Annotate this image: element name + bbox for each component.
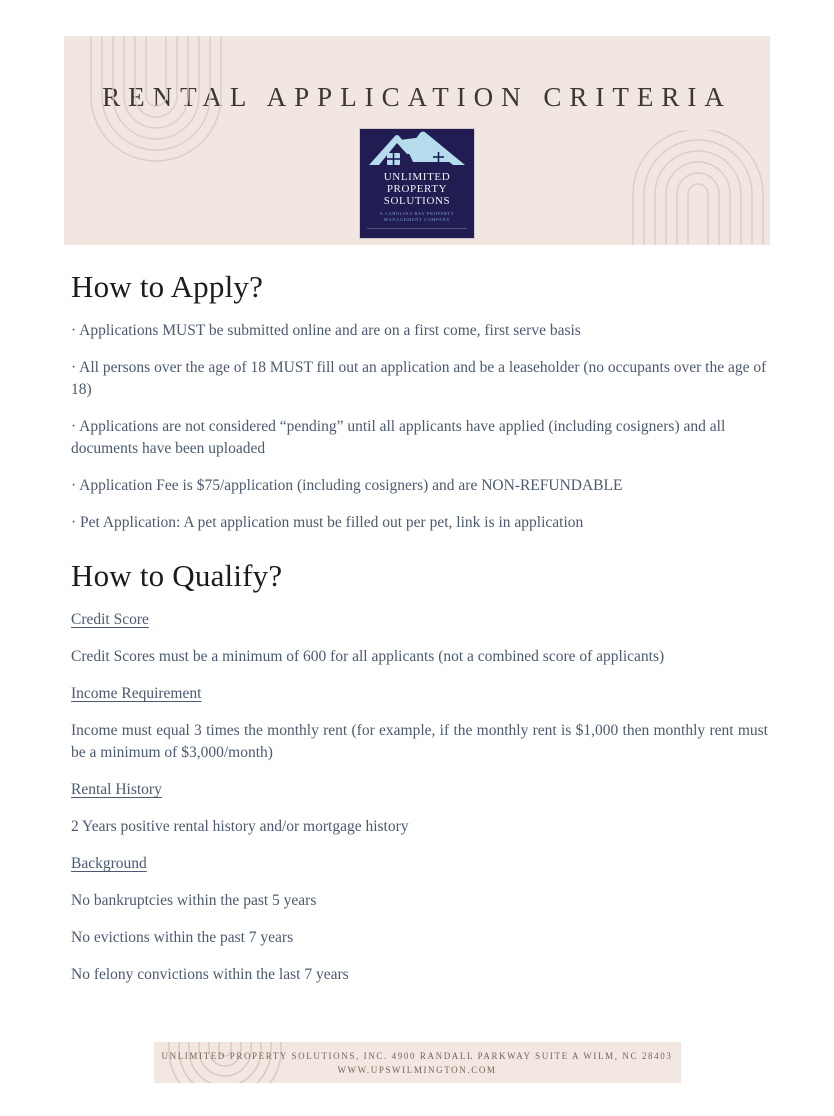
qualify-section-heading: How to Qualify? xyxy=(71,558,283,593)
apply-bullet: · Applications are not considered “pending” until all applicants have applied (including cosigners) and all documents have been uploaded xyxy=(71,418,726,457)
logo-name-line-1: UNLIMITED xyxy=(383,171,451,183)
footer-website-line: WWW.UPSWILMINGTON.COM xyxy=(337,1064,497,1075)
logo-tagline-line-2: MANAGEMENT COMPANY xyxy=(383,217,451,223)
apply-bullet: · Application Fee is $75/application (including cosigners) and are NON-REFUNDABLE xyxy=(71,477,623,494)
logo-name-line-3: SOLUTIONS xyxy=(383,195,451,208)
rental-history-label: Rental History xyxy=(71,781,162,798)
credit-score-text: Credit Scores must be a minimum of 600 for all applicants (not a combined score of applicants) xyxy=(71,648,665,665)
footer-address-line: UNLIMITED PROPERTY SOLUTIONS, INC. 4900 RANDALL PARKWAY SUITE A WILM, NC 28403 xyxy=(161,1051,673,1061)
background-item: No evictions within the past 7 years xyxy=(71,929,294,946)
logo-tagline-line-1: A CAROLINA BAY PROPERTY xyxy=(379,211,455,217)
logo-name-line-2: PROPERTY xyxy=(386,183,448,196)
background-item: No felony convictions within the last 7 years xyxy=(71,966,349,983)
apply-bullet-list xyxy=(71,320,768,534)
company-logo xyxy=(360,129,474,238)
income-requirement-label: Income Requirement xyxy=(71,685,202,702)
logo-divider xyxy=(367,228,467,229)
background-label: Background xyxy=(71,855,147,872)
house-logo-icon xyxy=(367,129,467,171)
apply-bullet: · Pet Application: A pet application must be filled out per pet, link is in application xyxy=(71,514,584,531)
qualify-blocks xyxy=(71,609,768,986)
apply-bullet: · All persons over the age of 18 MUST fill out an application and be a leaseholder (no occupants over the age of 18) xyxy=(71,359,767,398)
header-band xyxy=(64,36,770,245)
apply-bullet: · Applications MUST be submitted online and are on a first come, first serve basis xyxy=(71,322,581,339)
document-body xyxy=(71,269,768,986)
arc-decoration-bottom-right xyxy=(628,130,768,245)
rental-history-text: 2 Years positive rental history and/or mortgage history xyxy=(71,818,409,835)
background-item: No bankruptcies within the past 5 years xyxy=(71,892,317,909)
credit-score-label: Credit Score xyxy=(71,611,149,628)
footer-bar xyxy=(154,1042,681,1083)
apply-section-heading: How to Apply? xyxy=(71,269,264,304)
page-title: RENTAL APPLICATION CRITERIA xyxy=(102,82,732,112)
income-requirement-text: Income must equal 3 times the monthly rent (for example, if the monthly rent is $1,000 then monthly rent must be a minimum of $3,000/month) xyxy=(71,722,768,761)
